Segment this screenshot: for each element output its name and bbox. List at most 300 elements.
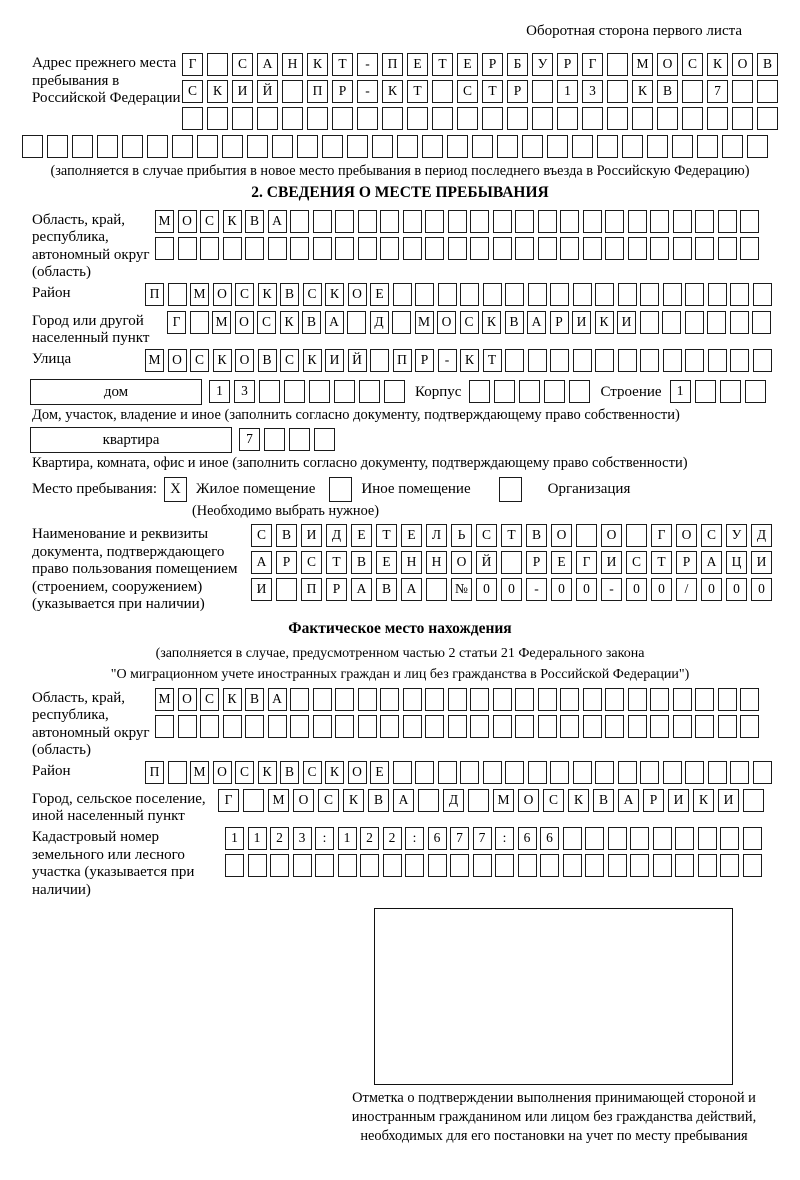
char-box[interactable] (268, 237, 287, 260)
char-box[interactable] (595, 283, 614, 306)
char-box[interactable] (358, 210, 377, 233)
char-box[interactable]: А (351, 578, 372, 601)
char-box[interactable] (448, 715, 467, 738)
char-box[interactable] (495, 854, 514, 877)
char-box[interactable] (730, 283, 749, 306)
char-box[interactable] (243, 789, 264, 812)
char-box[interactable]: А (325, 311, 344, 334)
char-box[interactable] (448, 688, 467, 711)
char-box[interactable]: Й (476, 551, 497, 574)
char-box[interactable]: С (301, 551, 322, 574)
char-box[interactable] (397, 135, 418, 158)
char-box[interactable] (247, 135, 268, 158)
char-box[interactable] (200, 715, 219, 738)
char-box[interactable]: С (280, 349, 299, 372)
char-box[interactable]: Р (526, 551, 547, 574)
char-box[interactable] (628, 210, 647, 233)
char-box[interactable] (685, 311, 704, 334)
char-box[interactable] (663, 761, 682, 784)
char-box[interactable]: Р (643, 789, 664, 812)
char-box[interactable] (605, 715, 624, 738)
char-box[interactable]: Е (370, 761, 389, 784)
char-box[interactable] (532, 107, 553, 130)
char-box[interactable]: И (617, 311, 636, 334)
char-box[interactable] (72, 135, 93, 158)
char-box[interactable] (425, 715, 444, 738)
char-box[interactable]: А (618, 789, 639, 812)
char-box[interactable]: Е (351, 524, 372, 547)
char-box[interactable] (470, 210, 489, 233)
char-box[interactable] (628, 715, 647, 738)
char-box[interactable]: И (251, 578, 272, 601)
char-box[interactable]: М (190, 761, 209, 784)
char-box[interactable] (682, 107, 703, 130)
char-box[interactable] (382, 107, 403, 130)
char-box[interactable] (190, 311, 209, 334)
char-box[interactable]: В (276, 524, 297, 547)
char-box[interactable] (605, 210, 624, 233)
char-box[interactable]: С (200, 688, 219, 711)
char-box[interactable] (370, 349, 389, 372)
char-box[interactable]: В (757, 53, 778, 76)
char-box[interactable]: К (707, 53, 728, 76)
char-box[interactable]: А (257, 53, 278, 76)
char-box[interactable] (718, 715, 737, 738)
char-box[interactable]: О (178, 688, 197, 711)
char-box[interactable] (282, 80, 303, 103)
char-box[interactable]: В (505, 311, 524, 334)
char-box[interactable]: Е (457, 53, 478, 76)
char-box[interactable] (392, 311, 411, 334)
char-box[interactable] (695, 210, 714, 233)
char-box[interactable]: : (405, 827, 424, 850)
char-box[interactable] (695, 380, 716, 403)
char-box[interactable]: 0 (501, 578, 522, 601)
char-box[interactable] (708, 283, 727, 306)
char-box[interactable] (313, 237, 332, 260)
char-box[interactable] (264, 428, 285, 451)
char-box[interactable]: 6 (518, 827, 537, 850)
char-box[interactable] (403, 237, 422, 260)
char-box[interactable]: Р (332, 80, 353, 103)
char-box[interactable] (673, 715, 692, 738)
char-box[interactable]: С (318, 789, 339, 812)
char-box[interactable]: П (301, 578, 322, 601)
char-box[interactable] (753, 761, 772, 784)
char-box[interactable] (307, 107, 328, 130)
char-box[interactable]: Г (167, 311, 186, 334)
char-box[interactable]: М (155, 210, 174, 233)
char-box[interactable]: Г (182, 53, 203, 76)
char-box[interactable]: 0 (576, 578, 597, 601)
char-box[interactable] (515, 688, 534, 711)
char-box[interactable]: В (280, 283, 299, 306)
char-box[interactable]: В (245, 210, 264, 233)
char-box[interactable]: А (401, 578, 422, 601)
char-box[interactable] (560, 688, 579, 711)
char-box[interactable] (695, 237, 714, 260)
char-box[interactable]: Д (751, 524, 772, 547)
char-box[interactable]: 7 (473, 827, 492, 850)
char-box[interactable] (372, 135, 393, 158)
char-box[interactable] (290, 237, 309, 260)
char-box[interactable] (607, 80, 628, 103)
char-box[interactable]: Н (426, 551, 447, 574)
char-box[interactable] (270, 854, 289, 877)
char-box[interactable]: Т (482, 80, 503, 103)
char-box[interactable] (695, 715, 714, 738)
char-box[interactable]: Г (218, 789, 239, 812)
char-box[interactable]: М (190, 283, 209, 306)
char-box[interactable]: - (601, 578, 622, 601)
char-box[interactable]: В (526, 524, 547, 547)
char-box[interactable]: У (726, 524, 747, 547)
char-box[interactable]: Г (582, 53, 603, 76)
char-box[interactable] (583, 688, 602, 711)
char-box[interactable]: 7 (707, 80, 728, 103)
char-box[interactable] (647, 135, 668, 158)
char-box[interactable] (380, 210, 399, 233)
char-box[interactable]: И (325, 349, 344, 372)
char-box[interactable] (357, 107, 378, 130)
char-box[interactable] (626, 524, 647, 547)
char-box[interactable]: М (155, 688, 174, 711)
char-box[interactable] (313, 715, 332, 738)
char-box[interactable]: М (212, 311, 231, 334)
char-box[interactable]: О (235, 311, 254, 334)
char-box[interactable] (560, 237, 579, 260)
char-box[interactable] (182, 107, 203, 130)
char-box[interactable]: 0 (751, 578, 772, 601)
char-box[interactable] (272, 135, 293, 158)
char-box[interactable] (505, 349, 524, 372)
char-box[interactable] (335, 237, 354, 260)
char-box[interactable] (493, 688, 512, 711)
char-box[interactable] (607, 107, 628, 130)
char-box[interactable]: С (190, 349, 209, 372)
char-box[interactable]: 1 (225, 827, 244, 850)
char-box[interactable] (757, 80, 778, 103)
char-box[interactable]: О (601, 524, 622, 547)
char-box[interactable] (155, 715, 174, 738)
char-box[interactable] (407, 107, 428, 130)
char-box[interactable] (622, 135, 643, 158)
char-box[interactable]: К (568, 789, 589, 812)
char-box[interactable] (743, 854, 762, 877)
char-box[interactable] (740, 237, 759, 260)
char-box[interactable] (470, 237, 489, 260)
char-box[interactable] (650, 715, 669, 738)
char-box[interactable] (493, 237, 512, 260)
char-box[interactable] (309, 380, 330, 403)
char-box[interactable] (550, 761, 569, 784)
char-box[interactable]: И (601, 551, 622, 574)
char-box[interactable] (360, 854, 379, 877)
char-box[interactable]: Й (348, 349, 367, 372)
char-box[interactable]: - (438, 349, 457, 372)
char-box[interactable] (752, 311, 771, 334)
char-box[interactable]: 2 (360, 827, 379, 850)
char-box[interactable] (507, 107, 528, 130)
char-box[interactable] (335, 210, 354, 233)
char-box[interactable] (718, 237, 737, 260)
char-box[interactable]: М (268, 789, 289, 812)
char-box[interactable] (403, 715, 422, 738)
char-box[interactable] (168, 283, 187, 306)
char-box[interactable]: В (280, 761, 299, 784)
char-box[interactable]: А (701, 551, 722, 574)
char-box[interactable] (697, 135, 718, 158)
char-box[interactable] (168, 761, 187, 784)
char-box[interactable] (732, 107, 753, 130)
char-box[interactable]: В (657, 80, 678, 103)
char-box[interactable]: И (751, 551, 772, 574)
char-box[interactable] (518, 854, 537, 877)
char-box[interactable] (450, 854, 469, 877)
char-box[interactable] (225, 854, 244, 877)
char-box[interactable] (572, 135, 593, 158)
char-box[interactable] (528, 283, 547, 306)
char-box[interactable]: С (200, 210, 219, 233)
char-box[interactable]: Р (326, 578, 347, 601)
char-box[interactable] (155, 237, 174, 260)
char-box[interactable] (708, 761, 727, 784)
char-box[interactable] (730, 311, 749, 334)
char-box[interactable]: С (460, 311, 479, 334)
char-box[interactable] (573, 349, 592, 372)
char-box[interactable] (460, 761, 479, 784)
char-box[interactable] (147, 135, 168, 158)
char-box[interactable]: Е (407, 53, 428, 76)
char-box[interactable] (720, 854, 739, 877)
char-box[interactable] (640, 761, 659, 784)
char-box[interactable] (740, 715, 759, 738)
char-box[interactable] (653, 827, 672, 850)
char-box[interactable] (657, 107, 678, 130)
char-box[interactable] (332, 107, 353, 130)
char-box[interactable] (259, 380, 280, 403)
char-box[interactable] (550, 349, 569, 372)
char-box[interactable]: - (526, 578, 547, 601)
char-box[interactable]: Г (576, 551, 597, 574)
char-box[interactable]: В (376, 578, 397, 601)
char-box[interactable] (618, 349, 637, 372)
char-box[interactable] (358, 237, 377, 260)
char-box[interactable]: Д (370, 311, 389, 334)
char-box[interactable] (438, 761, 457, 784)
char-box[interactable]: К (632, 80, 653, 103)
char-box[interactable] (538, 688, 557, 711)
char-box[interactable] (662, 311, 681, 334)
char-box[interactable] (483, 283, 502, 306)
char-box[interactable]: О (213, 761, 232, 784)
char-box[interactable] (630, 827, 649, 850)
char-box[interactable]: С (682, 53, 703, 76)
char-box[interactable] (675, 827, 694, 850)
char-box[interactable] (97, 135, 118, 158)
char-box[interactable]: С (543, 789, 564, 812)
char-box[interactable]: Д (326, 524, 347, 547)
char-box[interactable] (740, 210, 759, 233)
char-box[interactable]: Р (507, 80, 528, 103)
char-box[interactable] (522, 135, 543, 158)
char-box[interactable]: И (718, 789, 739, 812)
char-box[interactable] (178, 715, 197, 738)
char-box[interactable]: 2 (270, 827, 289, 850)
char-box[interactable]: О (451, 551, 472, 574)
char-box[interactable] (544, 380, 565, 403)
char-box[interactable]: 3 (293, 827, 312, 850)
char-box[interactable] (550, 283, 569, 306)
char-box[interactable]: 0 (551, 578, 572, 601)
char-box[interactable] (468, 789, 489, 812)
char-box[interactable] (628, 237, 647, 260)
char-box[interactable]: Т (332, 53, 353, 76)
char-box[interactable] (730, 761, 749, 784)
char-box[interactable] (685, 349, 704, 372)
char-box[interactable] (583, 715, 602, 738)
char-box[interactable]: Ц (726, 551, 747, 574)
char-box[interactable] (268, 715, 287, 738)
char-box[interactable]: 0 (726, 578, 747, 601)
char-box[interactable]: Л (426, 524, 447, 547)
char-box[interactable] (47, 135, 68, 158)
char-box[interactable] (673, 210, 692, 233)
char-box[interactable] (197, 135, 218, 158)
char-box[interactable] (223, 237, 242, 260)
char-box[interactable]: 7 (450, 827, 469, 850)
char-box[interactable] (685, 283, 704, 306)
char-box[interactable] (745, 380, 766, 403)
char-box[interactable]: В (302, 311, 321, 334)
char-box[interactable] (650, 210, 669, 233)
char-box[interactable] (640, 349, 659, 372)
char-box[interactable] (718, 688, 737, 711)
char-box[interactable] (632, 107, 653, 130)
char-box[interactable] (384, 380, 405, 403)
char-box[interactable] (585, 854, 604, 877)
char-box[interactable]: Д (443, 789, 464, 812)
char-box[interactable]: О (293, 789, 314, 812)
char-box[interactable] (650, 237, 669, 260)
char-box[interactable]: О (437, 311, 456, 334)
char-box[interactable]: С (701, 524, 722, 547)
char-box[interactable] (338, 854, 357, 877)
char-box[interactable]: Т (432, 53, 453, 76)
char-box[interactable] (470, 688, 489, 711)
char-box[interactable] (515, 210, 534, 233)
char-box[interactable]: Й (257, 80, 278, 103)
char-box[interactable]: П (393, 349, 412, 372)
char-box[interactable] (663, 283, 682, 306)
char-box[interactable]: О (235, 349, 254, 372)
char-box[interactable] (223, 715, 242, 738)
char-box[interactable] (493, 715, 512, 738)
char-box[interactable]: В (245, 688, 264, 711)
char-box[interactable] (284, 380, 305, 403)
char-box[interactable] (608, 827, 627, 850)
char-box[interactable] (618, 761, 637, 784)
char-box[interactable] (334, 380, 355, 403)
char-box[interactable] (560, 715, 579, 738)
char-box[interactable]: О (348, 761, 367, 784)
char-box[interactable] (293, 854, 312, 877)
char-box[interactable] (730, 349, 749, 372)
char-box[interactable] (425, 688, 444, 711)
char-box[interactable] (519, 380, 540, 403)
checkbox-residential[interactable]: X (164, 477, 187, 502)
char-box[interactable]: К (307, 53, 328, 76)
char-box[interactable]: К (207, 80, 228, 103)
char-box[interactable] (573, 283, 592, 306)
char-box[interactable] (313, 688, 332, 711)
char-box[interactable]: О (732, 53, 753, 76)
char-box[interactable]: А (393, 789, 414, 812)
char-box[interactable] (22, 135, 43, 158)
char-box[interactable]: С (457, 80, 478, 103)
char-box[interactable] (707, 107, 728, 130)
char-box[interactable] (432, 107, 453, 130)
char-box[interactable]: К (693, 789, 714, 812)
char-box[interactable]: К (223, 688, 242, 711)
char-box[interactable] (707, 311, 726, 334)
char-box[interactable]: Т (376, 524, 397, 547)
char-box[interactable] (672, 135, 693, 158)
char-box[interactable]: К (258, 761, 277, 784)
char-box[interactable] (335, 715, 354, 738)
char-box[interactable]: А (268, 688, 287, 711)
char-box[interactable] (415, 761, 434, 784)
char-box[interactable] (538, 237, 557, 260)
char-box[interactable]: К (482, 311, 501, 334)
char-box[interactable] (720, 827, 739, 850)
char-box[interactable]: Е (551, 551, 572, 574)
char-box[interactable]: В (593, 789, 614, 812)
char-box[interactable]: И (232, 80, 253, 103)
char-box[interactable] (282, 107, 303, 130)
char-box[interactable] (515, 715, 534, 738)
char-box[interactable]: А (527, 311, 546, 334)
char-box[interactable] (732, 80, 753, 103)
char-box[interactable]: Т (326, 551, 347, 574)
char-box[interactable]: Е (376, 551, 397, 574)
char-box[interactable]: С (232, 53, 253, 76)
char-box[interactable] (698, 827, 717, 850)
char-box[interactable] (470, 715, 489, 738)
char-box[interactable] (380, 688, 399, 711)
char-box[interactable]: А (268, 210, 287, 233)
char-box[interactable]: К (460, 349, 479, 372)
char-box[interactable] (200, 237, 219, 260)
char-box[interactable] (289, 428, 310, 451)
char-box[interactable] (675, 854, 694, 877)
char-box[interactable]: С (626, 551, 647, 574)
char-box[interactable] (569, 380, 590, 403)
char-box[interactable] (582, 107, 603, 130)
char-box[interactable] (673, 688, 692, 711)
char-box[interactable]: Т (501, 524, 522, 547)
char-box[interactable]: Ь (451, 524, 472, 547)
char-box[interactable] (122, 135, 143, 158)
char-box[interactable] (483, 761, 502, 784)
char-box[interactable]: 7 (239, 428, 260, 451)
char-box[interactable] (347, 135, 368, 158)
char-box[interactable]: : (495, 827, 514, 850)
char-box[interactable]: К (382, 80, 403, 103)
char-box[interactable]: М (415, 311, 434, 334)
char-box[interactable] (618, 283, 637, 306)
char-box[interactable] (528, 761, 547, 784)
